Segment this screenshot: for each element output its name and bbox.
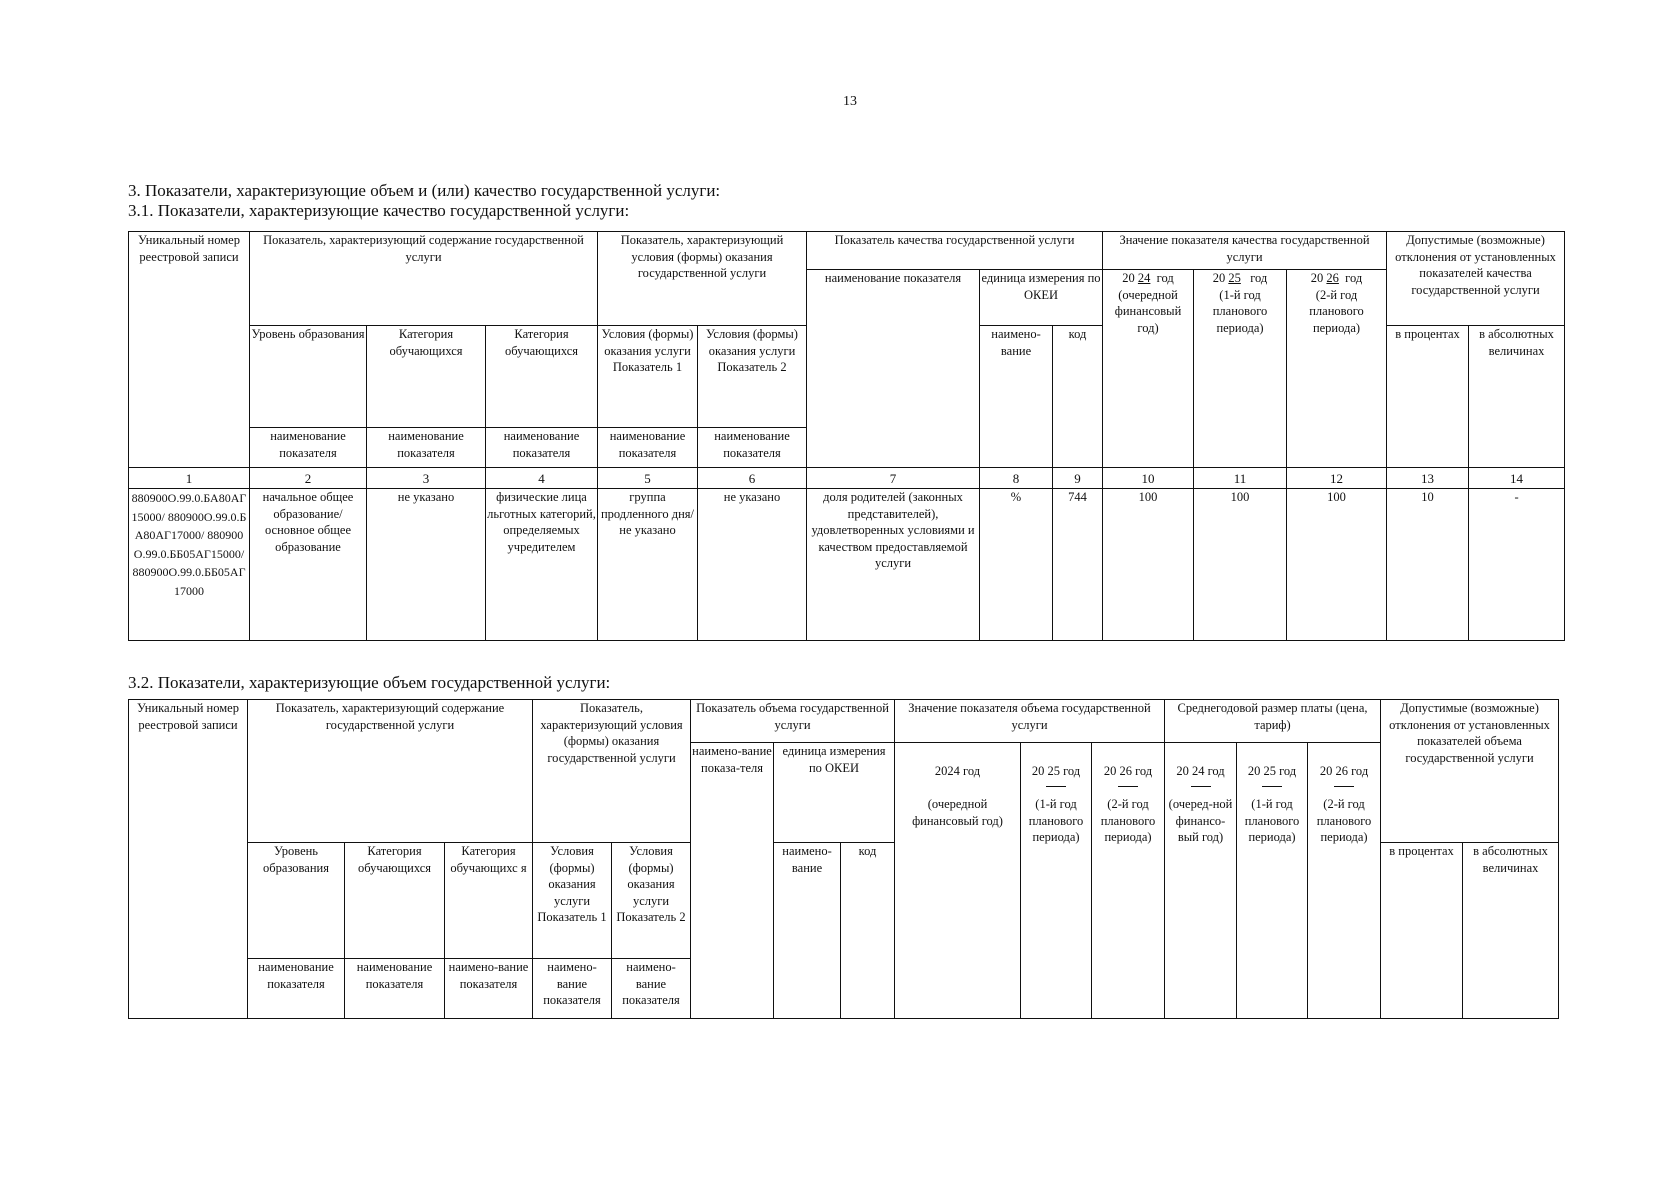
column-number: 12	[1287, 468, 1387, 489]
cell-education-level: начальное общее образование/ основное общее образование	[250, 489, 367, 641]
header-content-indicator: Показатель, характеризующий содержание государственной услуги	[250, 232, 598, 326]
volume-indicators-table	[128, 699, 1559, 1019]
header-name-4: наименование показателя	[598, 428, 698, 468]
column-number: 2	[250, 468, 367, 489]
header-unit-name: наимено-вание	[980, 326, 1053, 468]
header-condition-1: Условия (формы) оказания услуги Показатель 1	[598, 326, 698, 428]
header-name-5: наименование показателя	[698, 428, 807, 468]
header-condition-2: Условия (формы) оказания услуги Показатель 2	[612, 843, 691, 959]
header-education-level: Уровень образования	[250, 326, 367, 428]
column-number: 13	[1387, 468, 1469, 489]
section-heading: 3. Показатели, характеризующие объем и (или) качество государственной услуги:	[128, 181, 721, 200]
header-year-2: 20 25 год (1-й год планового периода)	[1194, 270, 1287, 468]
header-name-2: наименование показателя	[345, 959, 445, 1019]
cell-student-category-1: не указано	[367, 489, 486, 641]
column-number: 10	[1103, 468, 1194, 489]
cell-unit-name: %	[980, 489, 1053, 641]
header-fee-year-3: 20 26 год (2-й год планового периода)	[1308, 743, 1381, 1019]
header-condition-1: Условия (формы) оказания услуги Показатель 1	[533, 843, 612, 959]
header-name-1: наименование показателя	[248, 959, 345, 1019]
header-unit-code: код	[1053, 326, 1103, 468]
header-unit: единица измерения по ОКЕИ	[980, 270, 1103, 326]
subsection-quality-heading: 3.1. Показатели, характеризующие качество государственной услуги:	[128, 201, 630, 220]
cell-unique-number: 880900О.99.0.БА80АГ15000/ 880900О.99.0.БА80АГ17000/ 880900О.99.0.ББ05АГ15000/ 880900О.99.0.ББ05АГ17000	[129, 489, 250, 641]
header-deviation-absolute: в абсолютных величинах	[1469, 326, 1565, 468]
header-volume-year-1: 2024 год (очередной финансовый год)	[895, 743, 1021, 1019]
header-unique-number: Уникальный номер реестровой записи	[129, 700, 248, 1019]
page-number: 13	[843, 94, 857, 109]
header-unit-name: наимено-вание	[774, 843, 841, 1019]
header-student-category-2: Категория обучающихся	[486, 326, 598, 428]
header-volume-indicator-name: наимено-вание показа-теля	[691, 743, 774, 1019]
cell-condition-1: группа продленного дня/ не указано	[598, 489, 698, 641]
header-deviation: Допустимые (возможные) отклонения от установленных показателей качества государственной услуги	[1387, 232, 1565, 326]
cell-deviation-absolute: -	[1469, 489, 1565, 641]
header-name-3: наименование показателя	[486, 428, 598, 468]
cell-deviation-percent: 10	[1387, 489, 1469, 641]
column-number: 4	[486, 468, 598, 489]
header-average-fee: Среднегодовой размер платы (цена, тариф)	[1165, 700, 1381, 743]
header-student-category-1: Категория обучающихся	[367, 326, 486, 428]
cell-condition-2: не указано	[698, 489, 807, 641]
header-unit-code: код	[841, 843, 895, 1019]
header-name-1: наименование показателя	[250, 428, 367, 468]
column-number: 11	[1194, 468, 1287, 489]
header-student-category-2: Категория обучающихс я	[445, 843, 533, 959]
column-number: 9	[1053, 468, 1103, 489]
cell-value-year-3: 100	[1287, 489, 1387, 641]
header-deviation-absolute: в абсолютных величинах	[1463, 843, 1559, 1019]
header-indicator-name: наименование показателя	[807, 270, 980, 468]
header-deviation: Допустимые (возможные) отклонения от установленных показателей объема государственной услуги	[1381, 700, 1559, 843]
header-year-3: 20 26 год (2-й год планового периода)	[1287, 270, 1387, 468]
column-number: 14	[1469, 468, 1565, 489]
header-quality-value: Значение показателя качества государственной услуги	[1103, 232, 1387, 270]
column-number: 7	[807, 468, 980, 489]
header-quality-indicator: Показатель качества государственной услуги	[807, 232, 1103, 270]
header-name-4: наимено-вание показателя	[533, 959, 612, 1019]
column-number: 6	[698, 468, 807, 489]
header-name-5: наимено-вание показателя	[612, 959, 691, 1019]
header-education-level: Уровень образования	[248, 843, 345, 959]
column-number: 1	[129, 468, 250, 489]
header-name-3: наимено-вание показателя	[445, 959, 533, 1019]
header-student-category-1: Категория обучающихся	[345, 843, 445, 959]
cell-unit-code: 744	[1053, 489, 1103, 641]
subsection-volume-heading: 3.2. Показатели, характеризующие объем государственной услуги:	[128, 673, 611, 692]
header-volume-value: Значение показателя объема государственной услуги	[895, 700, 1165, 743]
header-fee-year-2: 20 25 год (1-й год планового периода)	[1237, 743, 1308, 1019]
header-volume-year-3: 20 26 год (2-й год планового периода)	[1092, 743, 1165, 1019]
header-name-2: наименование показателя	[367, 428, 486, 468]
header-conditions-indicator: Показатель, характеризующий условия (формы) оказания государственной услуги	[533, 700, 691, 843]
header-volume-indicator: Показатель объема государственной услуги	[691, 700, 895, 743]
header-content-indicator: Показатель, характеризующий содержание государственной услуги	[248, 700, 533, 843]
cell-student-category-2: физические лица льготных категорий, определяемых учредителем	[486, 489, 598, 641]
column-number: 3	[367, 468, 486, 489]
cell-value-year-2: 100	[1194, 489, 1287, 641]
column-number: 8	[980, 468, 1053, 489]
cell-value-year-1: 100	[1103, 489, 1194, 641]
header-deviation-percent: в процентах	[1381, 843, 1463, 1019]
header-unique-number: Уникальный номер реестровой записи	[129, 232, 250, 468]
table-row	[129, 489, 1565, 641]
header-volume-year-2: 20 25 год (1-й год планового периода)	[1021, 743, 1092, 1019]
column-number: 5	[598, 468, 698, 489]
cell-indicator: доля родителей (законных представителей), удовлетворенных условиями и качеством предоставляемой услуги	[807, 489, 980, 641]
header-conditions-indicator: Показатель, характеризующий условия (формы) оказания государственной услуги	[598, 232, 807, 326]
header-deviation-percent: в процентах	[1387, 326, 1469, 468]
header-fee-year-1: 20 24 год (очеред-ной финансо-вый год)	[1165, 743, 1237, 1019]
header-year-1: 20 24 год (очередной финансовый год)	[1103, 270, 1194, 468]
quality-indicators-table	[128, 231, 1565, 641]
header-condition-2: Условия (формы) оказания услуги Показатель 2	[698, 326, 807, 428]
header-unit: единица измерения по ОКЕИ	[774, 743, 895, 843]
